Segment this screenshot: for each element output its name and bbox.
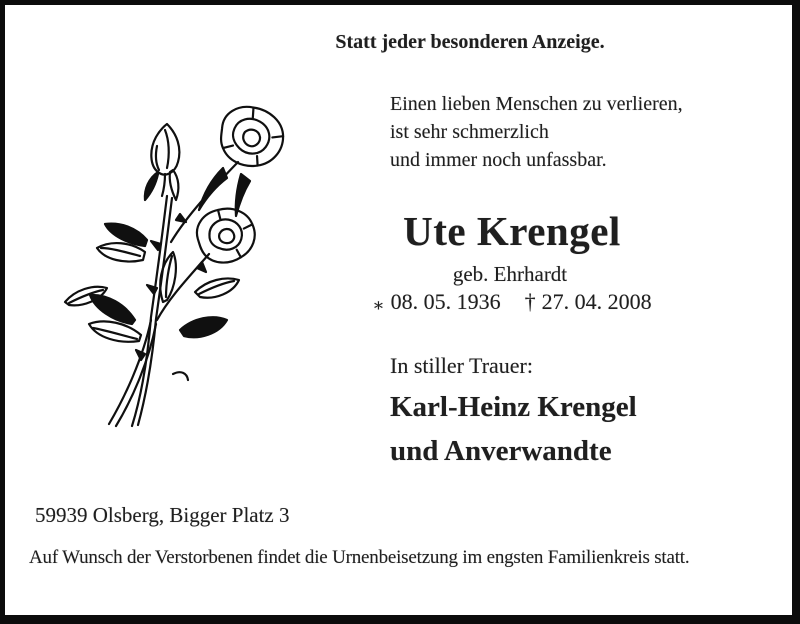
birth-star-icon: ∗ — [372, 295, 385, 315]
header-line: Statt jeder besonderen Anzeige. — [335, 31, 605, 53]
mourner-relatives: und Anverwandte — [390, 435, 612, 467]
funeral-note: Auf Wunsch der Verstorbenen findet die Urnenbeisetzung im engsten Familienkreis statt. — [29, 547, 690, 568]
rose-illustration — [45, 92, 305, 437]
death-date: 27. 04. 2008 — [541, 289, 652, 314]
death-cross-icon: † — [524, 289, 536, 314]
condolence-line-1: Einen lieben Menschen zu verlieren, — [390, 93, 683, 115]
maiden-name: geb. Ehrhardt — [452, 262, 568, 286]
mourning-intro: In stiller Trauer: — [390, 353, 533, 378]
condolence-verse — [390, 90, 683, 174]
birth-date-group — [372, 289, 500, 315]
condolence-line-2: ist sehr schmerzlich — [390, 121, 549, 143]
condolence-line-3: und immer noch unfassbar. — [390, 149, 607, 171]
dates-line — [372, 289, 651, 315]
birth-date: 08. 05. 1936 — [390, 289, 501, 314]
deceased-name: Ute Krengel — [403, 208, 621, 254]
death-date-group — [525, 289, 652, 315]
address-line: 59939 Olsberg, Bigger Platz 3 — [35, 503, 290, 527]
mourner-name: Karl-Heinz Krengel — [390, 391, 637, 423]
